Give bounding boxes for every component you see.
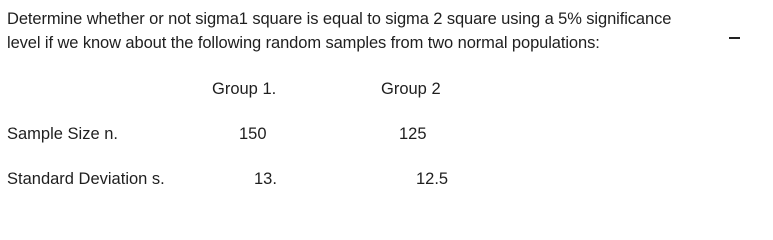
problem-line-2: level if we know about the following random samples from two normal populations:	[7, 34, 600, 52]
row-label-sample-size: Sample Size n.	[7, 125, 118, 143]
dash-mark	[729, 37, 740, 39]
standard-deviation-group-2: 12.5	[416, 170, 449, 188]
standard-deviation-group-1: 13.	[254, 170, 277, 188]
column-header-group-2: Group 2	[381, 80, 441, 98]
problem-statement	[7, 7, 767, 55]
problem-line-1: Determine whether or not sigma1 square is equal to sigma 2 square using a 5% significance	[7, 10, 672, 28]
column-header-group-1: Group 1.	[212, 80, 277, 98]
sample-size-group-2: 125	[399, 125, 427, 143]
sample-size-group-1: 150	[239, 125, 267, 143]
row-label-standard-deviation: Standard Deviation s.	[7, 170, 165, 188]
